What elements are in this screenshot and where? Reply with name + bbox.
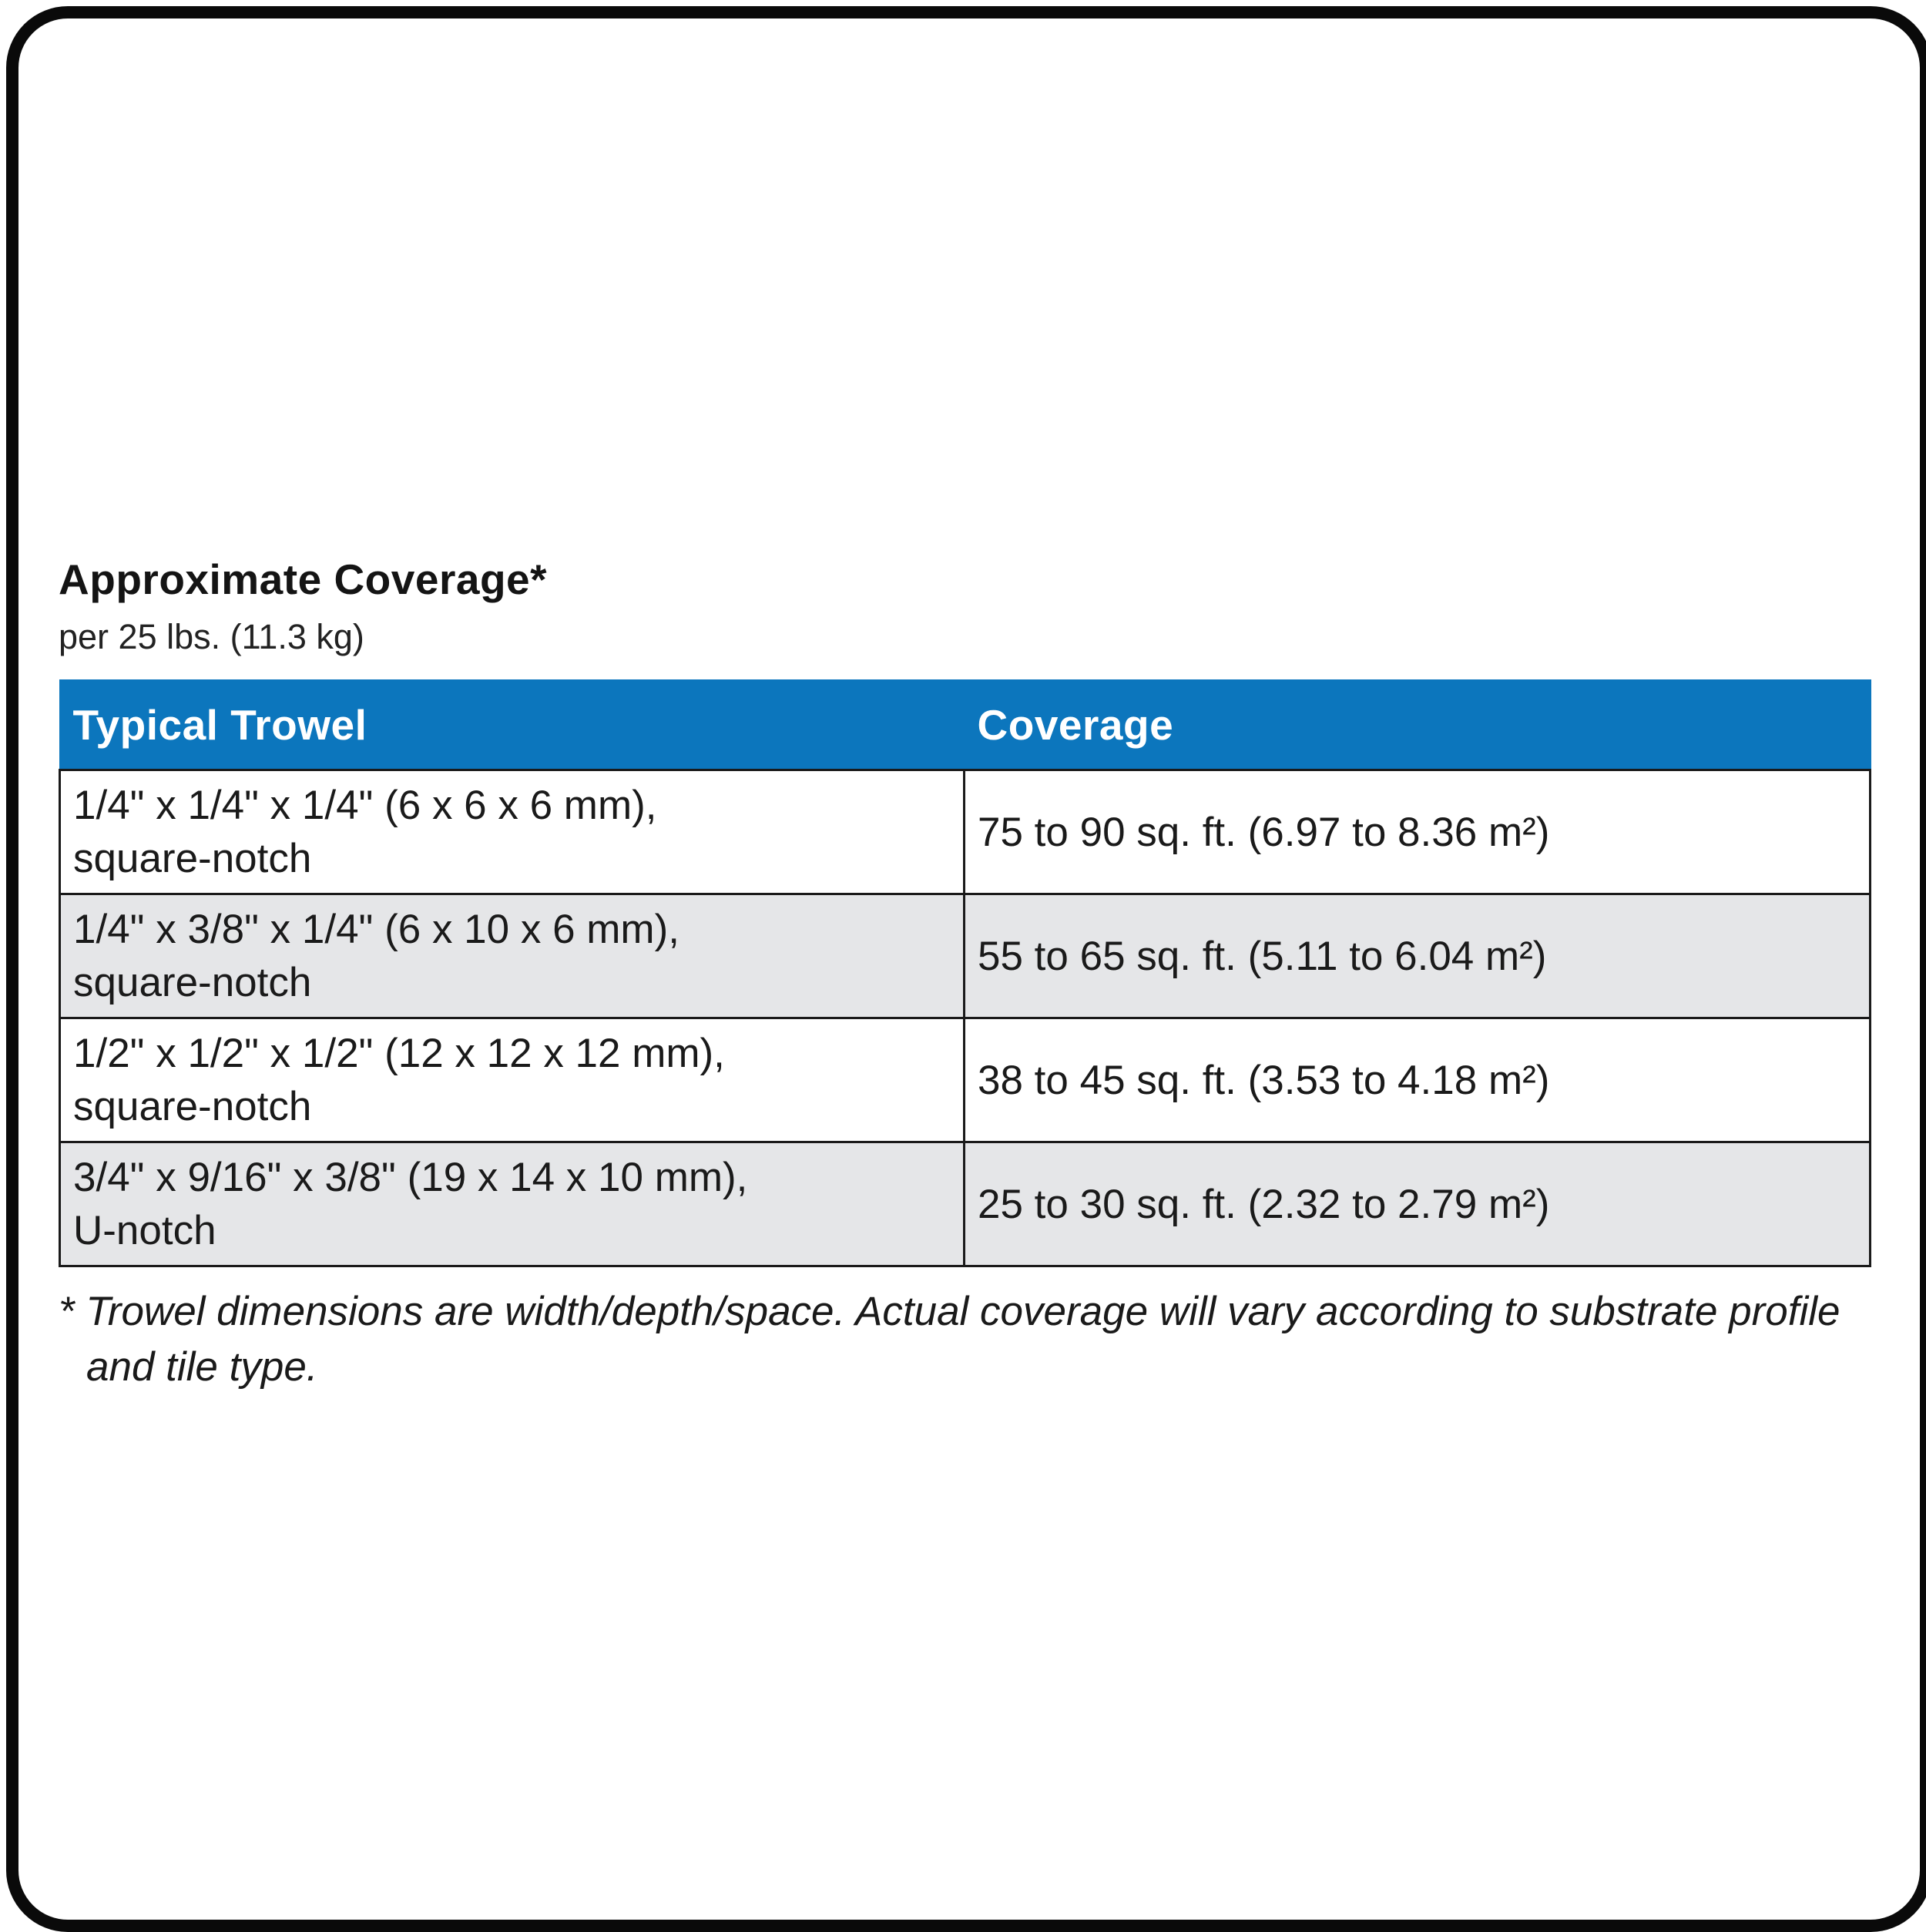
trowel-notch: square-notch (73, 1084, 312, 1129)
trowel-size: 1/4" x 1/4" x 1/4" (6 x 6 x 6 mm), (73, 783, 657, 828)
coverage-section (59, 552, 1867, 1436)
trowel-cell (60, 1142, 965, 1266)
trowel-cell (60, 1018, 965, 1142)
table-row (60, 770, 1871, 894)
trowel-size: 3/4" x 9/16" x 3/8" (19 x 14 x 10 mm), (73, 1155, 748, 1200)
table-row (60, 1142, 1871, 1266)
coverage-cell: 75 to 90 sq. ft. (6.97 to 8.36 m²) (965, 770, 1871, 894)
table-row (60, 894, 1871, 1018)
footnote: * Trowel dimensions are width/depth/space. Actual coverage will vary according to substrate profile and tile type. (59, 1289, 1840, 1390)
column-header-coverage: Coverage (965, 680, 1871, 770)
table-header-row (60, 680, 1871, 770)
coverage-table (59, 679, 1871, 1267)
trowel-size: 1/2" x 1/2" x 1/2" (12 x 12 x 12 mm), (73, 1031, 725, 1076)
trowel-size: 1/4" x 3/8" x 1/4" (6 x 10 x 6 mm), (73, 907, 679, 952)
trowel-notch: U-notch (73, 1208, 216, 1253)
trowel-notch: square-notch (73, 960, 312, 1005)
coverage-cell: 25 to 30 sq. ft. (2.32 to 2.79 m²) (965, 1142, 1871, 1266)
coverage-cell: 55 to 65 sq. ft. (5.11 to 6.04 m²) (965, 894, 1871, 1018)
trowel-notch: square-notch (73, 836, 312, 881)
page-title: Approximate Coverage* (59, 555, 548, 603)
table-row (60, 1018, 1871, 1142)
trowel-cell (60, 894, 965, 1018)
trowel-cell (60, 770, 965, 894)
column-header-trowel: Typical Trowel (60, 680, 965, 770)
coverage-cell: 38 to 45 sq. ft. (3.53 to 4.18 m²) (965, 1018, 1871, 1142)
page-subtitle: per 25 lbs. (11.3 kg) (59, 617, 364, 656)
